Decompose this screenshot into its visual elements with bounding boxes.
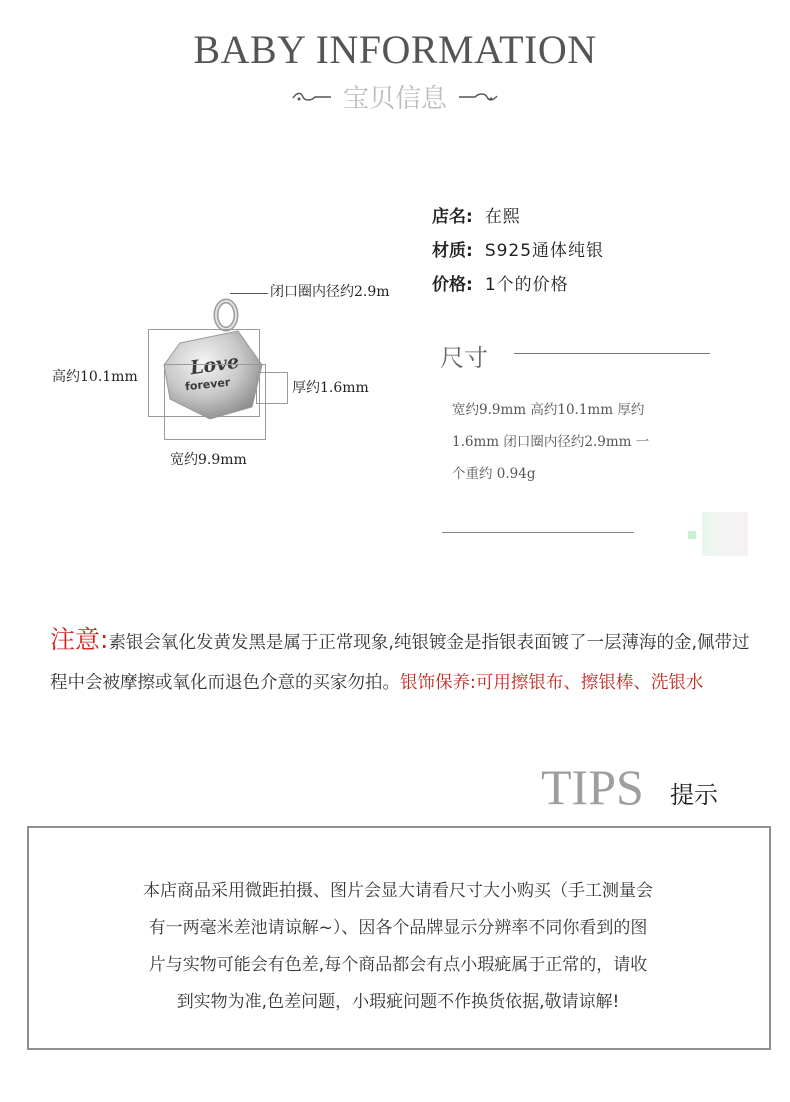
decorative-square [702, 512, 748, 556]
info-material-value: S925通体纯银 [484, 241, 605, 261]
size-bottom-divider [442, 532, 634, 533]
note-label: 注意: [50, 625, 109, 654]
size-divider [514, 353, 710, 354]
size-line-3: 个重约 0.94g [452, 466, 536, 482]
dim-width: 宽约9.9mm [170, 452, 247, 468]
info-price-value: 1个的价格 [484, 275, 569, 295]
dim-thickness: 厚约1.6mm [292, 380, 369, 396]
info-material [432, 236, 604, 261]
subtitle-cn: 宝贝信息 [342, 84, 447, 114]
size-description [452, 394, 712, 490]
engraving-forever: forever [184, 375, 231, 394]
size-line-2: 1.6mm 闭口圈内径约2.9mm 一 [452, 434, 650, 450]
info-store [432, 202, 521, 227]
info-price [432, 270, 569, 295]
tips-line-4: 到实物为准,色差问题，小瑕疵问题不作换货依据,敬请谅解! [176, 992, 620, 1012]
info-price-label: 价格: [432, 275, 473, 295]
subtitle-row [0, 78, 790, 115]
care-text: 银饰保养:可用擦银布、擦银棒、洗银水 [400, 673, 704, 693]
decorative-dot [688, 531, 696, 539]
info-material-label: 材质: [432, 241, 473, 261]
info-store-value: 在熙 [484, 207, 521, 227]
ring-leader-line [230, 293, 268, 294]
note-text: 素银会氧化发黄发黑是属于正常现象,纯银镀金是指银表面镀了一层薄海的金,佩带过程中会被摩擦或氧化而退色介意的买家勿拍。 [50, 633, 750, 693]
tips-subtitle: 提示 [670, 781, 718, 809]
tips-text [62, 873, 734, 1021]
tips-line-3: 片与实物可能会有色差,每个商品都会有点小瑕疵属于正常的，请收 [148, 955, 648, 975]
size-line-1: 宽约9.9mm 高约10.1mm 厚约 [452, 402, 645, 418]
size-title: 尺寸 [440, 344, 488, 372]
dim-height: 高约10.1mm [52, 369, 138, 385]
thickness-box [256, 372, 288, 404]
product-diagram [0, 0, 390, 468]
left-ornament-icon [291, 90, 333, 104]
right-ornament-icon [457, 90, 499, 104]
care-note [50, 620, 758, 703]
width-box [164, 364, 266, 440]
info-store-label: 店名: [432, 207, 473, 227]
page-title: BABY INFORMATION [193, 27, 597, 72]
tips-line-2: 有一两毫米差池请谅解~）、因各个品牌显示分辨率不同你看到的图 [148, 918, 648, 938]
dim-ring: 闭口圈内径约2.9m [270, 284, 390, 300]
engraving-love: Love [188, 350, 241, 380]
tips-line-1: 本店商品采用微距拍摄、图片会显大请看尺寸大小购买（手工测量会 [143, 881, 653, 901]
tips-title: TIPS [541, 759, 644, 815]
